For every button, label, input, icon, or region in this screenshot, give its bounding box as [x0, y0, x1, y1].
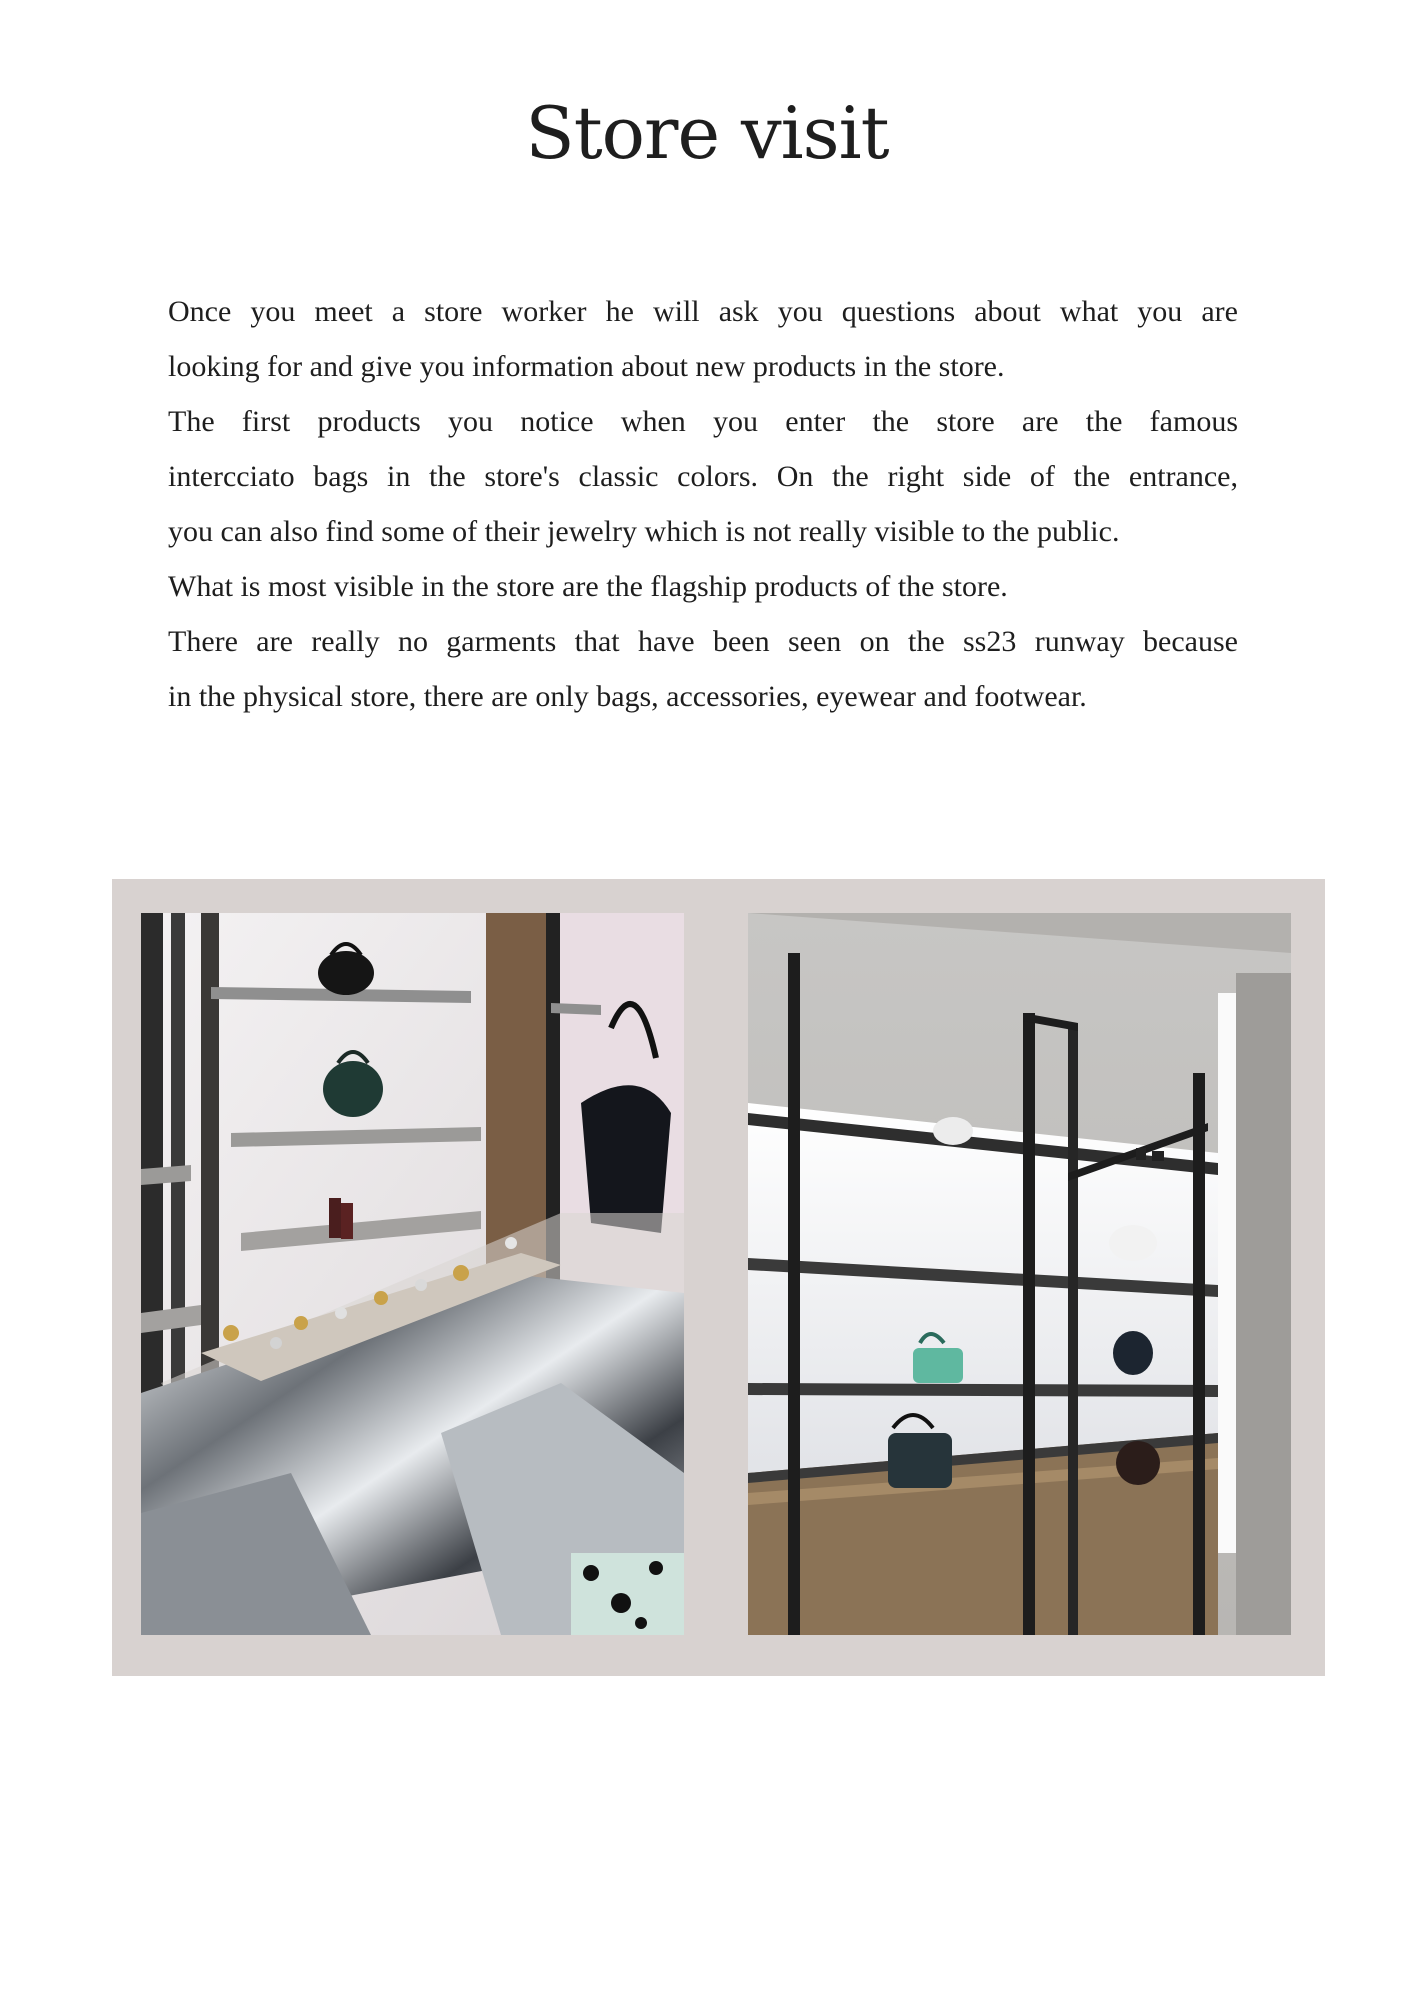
paragraph-line: There are really no garments that have been seen on the ss23 runway because [168, 625, 1238, 658]
paragraph-line: looking for and give you information about new products in the store. [168, 350, 1005, 383]
photo-panel [112, 879, 1325, 1676]
paragraph-line: What is most visible in the store are the flagship products of the store. [168, 570, 1008, 603]
jewelry-display-photo [141, 913, 684, 1635]
paragraph-line: The first products you notice when you enter the store are the famous [168, 405, 1238, 438]
paragraph-line: you can also find some of their jewelry which is not really visible to the public. [168, 515, 1120, 548]
body-paragraph [168, 284, 1238, 724]
bag-shelving-photo [748, 913, 1291, 1635]
paragraph-line: intercciato bags in the store's classic colors. On the right side of the entrance, [168, 460, 1238, 493]
page-title: Store visit [525, 91, 889, 175]
paragraph-line: Once you meet a store worker he will ask you questions about what you are [168, 295, 1238, 328]
paragraph-line: in the physical store, there are only bags, accessories, eyewear and footwear. [168, 680, 1087, 713]
